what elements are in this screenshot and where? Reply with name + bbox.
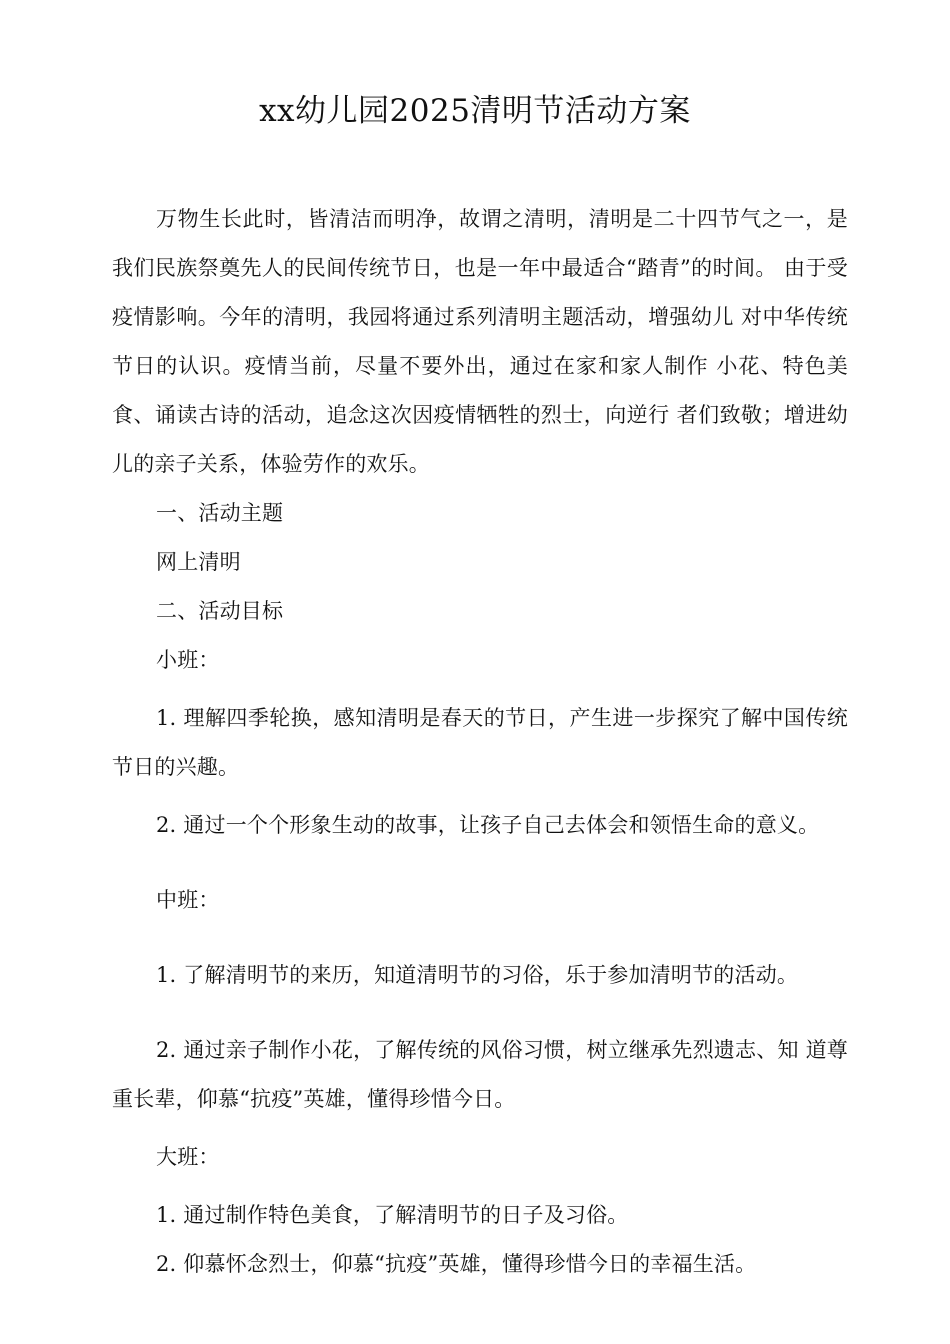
small-class-item-1: 1. 理解四季轮换，感知清明是春天的节日，产生进一步探究了解中国传统节日的兴趣。 bbox=[112, 706, 848, 779]
large-class-item-2: 2. 仰慕怀念烈士，仰慕“抗疫”英雄，懂得珍惜今日的幸福生活。 bbox=[156, 1252, 757, 1276]
middle-class-item-2: 2. 通过亲子制作小花，了解传统的风俗习惯，树立继承先烈遗志、知 道尊重长辈，仰慕“抗疫”英雄，懂得珍惜今日。 bbox=[112, 1038, 848, 1111]
document-body bbox=[112, 195, 848, 1289]
large-class-label: 大班： bbox=[156, 1145, 220, 1169]
document-title: xx幼儿园2025清明节活动方案 bbox=[259, 93, 691, 129]
small-class-item-2: 2. 通过一个个形象生动的故事，让孩子自己去体会和领悟生命的意义。 bbox=[156, 813, 820, 837]
middle-class-label: 中班： bbox=[156, 888, 220, 912]
intro-paragraph: 万物生长此时，皆清洁而明净，故谓之清明，清明是二十四节气之一，是我们民族祭奠先人的民间传统节日，也是一年中最适合“踏青”的时间。 由于受疫情影响。今年的清明，我园将通过系列清明主题活动，增强幼儿 对中华传统节日的认识。疫情当前，尽量不要外出，通过在家和家人制作 小花、特色美食、诵读古诗的活动，追念这次因疫情牺牲的烈士，向逆行 者们致敬；增进幼儿的亲子关系，体验劳作的欢乐。 bbox=[112, 207, 848, 476]
large-class-item-1: 1. 通过制作特色美食，了解清明节的日子及习俗。 bbox=[156, 1203, 629, 1227]
section-heading-goals: 二、活动目标 bbox=[156, 599, 284, 623]
section-heading-theme: 一、活动主题 bbox=[156, 501, 284, 525]
small-class-label: 小班： bbox=[156, 648, 220, 672]
theme-text: 网上清明 bbox=[156, 550, 241, 574]
middle-class-item-1: 1. 了解清明节的来历，知道清明节的习俗，乐于参加清明节的活动。 bbox=[156, 963, 799, 987]
